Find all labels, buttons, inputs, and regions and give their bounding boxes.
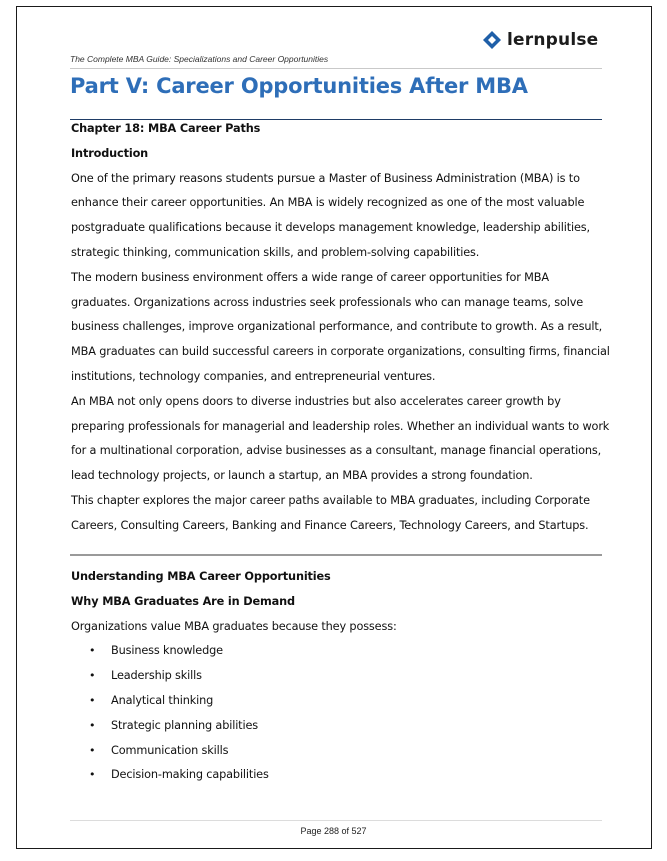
section-body (71, 565, 611, 788)
chapter-heading: Chapter 18: MBA Career Paths (71, 122, 261, 135)
brand-logo (483, 29, 598, 51)
paragraph-2: The modern business environment offers a wide range of career opportunities for MBA graduates. Organizations across industries seek professionals who can manage teams, solve business challenges, improve organizational performance, and contribute to growth. As a result, MBA graduates can build successful careers in corporate organizations, consulting firms, financial institutions, technology companies, and entrepreneurial ventures. (71, 270, 610, 383)
paragraph-4: This chapter explores the major career paths available to MBA graduates, including Corporate Careers, Consulting Careers, Banking and Finance Careers, Technology Careers, and Startups. (71, 493, 590, 532)
section-subheading: Why MBA Graduates Are in Demand (71, 594, 295, 608)
intro-heading: Introduction (71, 146, 149, 160)
list-item: • Strategic planning abilities (71, 714, 611, 739)
list-item: • Leadership skills (71, 664, 611, 689)
brand-name: lernpulse (507, 30, 599, 50)
page-number: Page 288 of 527 (300, 826, 367, 836)
qualities-list (71, 639, 611, 788)
paragraph-1: One of the primary reasons students pursue a Master of Business Administration (MBA) is to enhance their career opportunities. An MBA is widely recognized as one of the most valuable postgraduate qualifications because it develops management knowledge, leadership abilities, strategic thinking, communication skills, and problem-solving capabilities. (71, 171, 590, 259)
diamond-logo-icon (483, 31, 501, 49)
list-item: • Communication skills (71, 739, 611, 764)
list-item: • Analytical thinking (71, 689, 611, 714)
section-heading: Understanding MBA Career Opportunities (71, 570, 331, 583)
part-title: Part V: Career Opportunities After MBA (70, 74, 528, 98)
list-item: • Decision-making capabilities (71, 763, 611, 788)
section-lead: Organizations value MBA graduates because they possess: (71, 619, 397, 633)
footer-divider (70, 820, 602, 821)
chapter-body (71, 117, 611, 539)
section-divider (70, 554, 602, 556)
running-head: The Complete MBA Guide: Specializations and Career Opportunities (70, 54, 329, 64)
paragraph-3: An MBA not only opens doors to diverse industries but also accelerates career growth by preparing professionals for managerial and leadership roles. Whether an individual wants to work for a multinational corporation, advise businesses as a consultant, manage financial operations, lead technology projects, or launch a startup, an MBA provides a strong foundation. (71, 394, 610, 483)
list-item: • Business knowledge (71, 639, 611, 664)
